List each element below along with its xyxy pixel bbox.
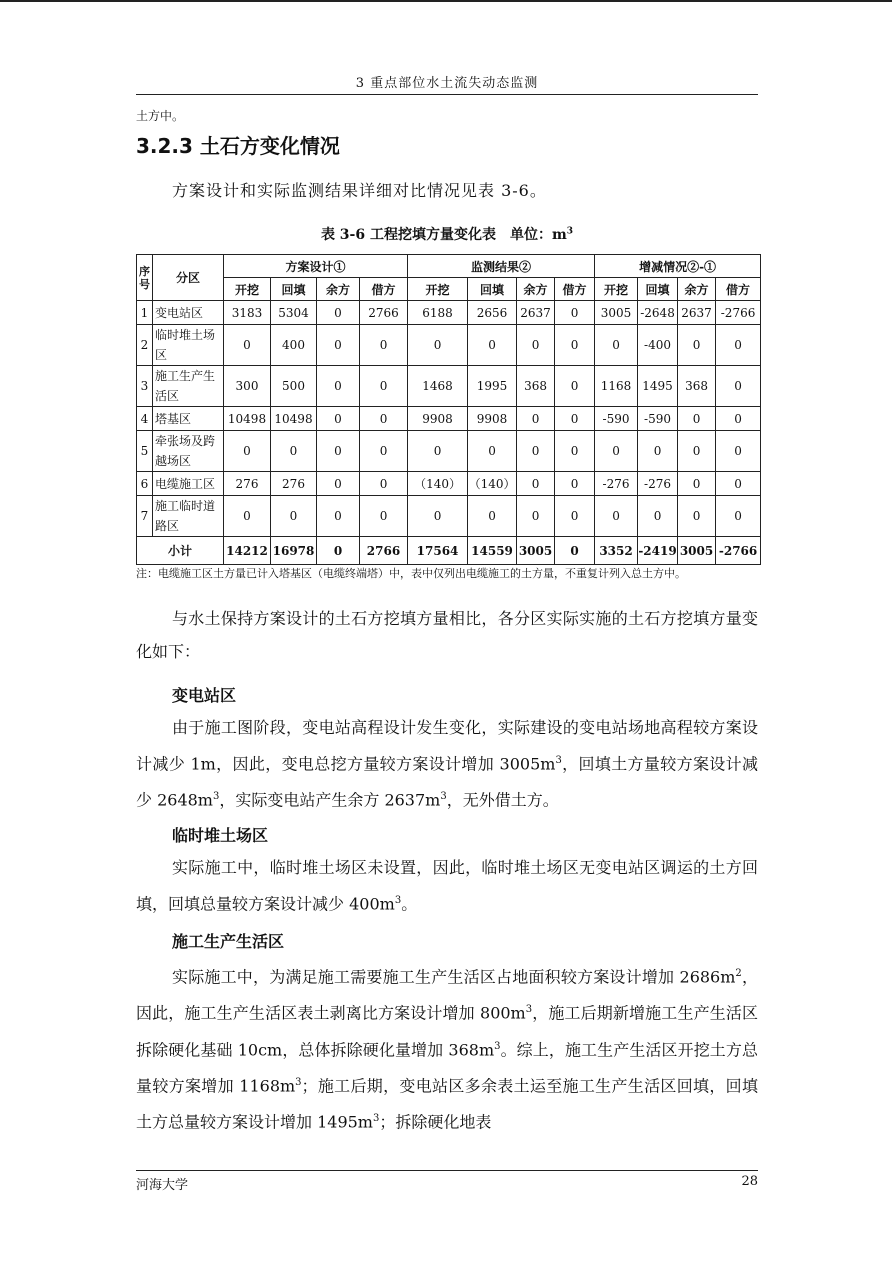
table-cell: 0 — [360, 325, 408, 366]
table-cell: 0 — [678, 472, 716, 496]
temp-soil-paragraph — [136, 851, 758, 920]
footer-institution: 河海大学 — [136, 1178, 189, 1193]
table-cell: 0 — [638, 496, 678, 537]
table-cell: （140） — [408, 472, 468, 496]
table-cell: 0 — [271, 496, 317, 537]
construction-part-1: 实际施工中，为满足施工需要施工生产生活区占地面积较方案设计增加 2686m — [172, 967, 736, 987]
table-cell: 0 — [360, 431, 408, 472]
table-cell: 0 — [317, 472, 360, 496]
table-cell: 10498 — [271, 407, 317, 431]
total-cell: 0 — [555, 537, 595, 565]
total-cell: 16978 — [271, 537, 317, 565]
total-cell: 17564 — [408, 537, 468, 565]
sub-header-cell: 开挖 — [408, 278, 468, 301]
table-cell: -2766 — [716, 301, 761, 325]
table-cell: 276 — [224, 472, 271, 496]
table-cell: 0 — [360, 366, 408, 407]
table-cell: 1995 — [468, 366, 517, 407]
table-cell: 5304 — [271, 301, 317, 325]
section-heading: 3.2.3 土石方变化情况 — [136, 134, 340, 158]
row-area: 电缆施工区 — [153, 472, 224, 496]
total-cell: 3005 — [678, 537, 716, 565]
table-cell: 1468 — [408, 366, 468, 407]
table-cell: 0 — [360, 472, 408, 496]
construction-part-5: ；施工后期，变电站区多余表土运至施工生产生活区回填，回填土方总量较方案设计增加 1495m — [136, 1076, 758, 1132]
table-cell: 0 — [468, 496, 517, 537]
table-cell: 0 — [678, 431, 716, 472]
col-area: 分区 — [153, 255, 224, 301]
table-cell: -276 — [595, 472, 638, 496]
total-cell: 0 — [317, 537, 360, 565]
table-cell: 368 — [678, 366, 716, 407]
table-cell: 6188 — [408, 301, 468, 325]
sub-header-cell: 余方 — [517, 278, 555, 301]
table-cell: 0 — [317, 366, 360, 407]
row-area: 施工生产生活区 — [153, 366, 224, 407]
row-area: 变电站区 — [153, 301, 224, 325]
sub-header-cell: 借方 — [360, 278, 408, 301]
table-cell: 0 — [555, 496, 595, 537]
sup-3: 3 — [394, 895, 402, 906]
sub-header-cell: 回填 — [638, 278, 678, 301]
row-seq: 6 — [137, 472, 153, 496]
sup-3: 3 — [440, 791, 447, 803]
table-cell: 276 — [271, 472, 317, 496]
total-row — [137, 537, 761, 565]
table-cell: 0 — [317, 301, 360, 325]
page-number: 28 — [741, 1174, 758, 1189]
table-cell: 0 — [638, 431, 678, 472]
table-row — [137, 431, 761, 472]
sup-3: 3 — [295, 1076, 302, 1088]
table-cell: 0 — [517, 407, 555, 431]
group-change: 增减情况②-① — [595, 255, 761, 278]
row-area: 塔基区 — [153, 407, 224, 431]
row-seq: 5 — [137, 431, 153, 472]
total-cell: 3005 — [517, 537, 555, 565]
table-cell: 0 — [555, 325, 595, 366]
table-cell: 0 — [595, 325, 638, 366]
sub-header-cell: 借方 — [555, 278, 595, 301]
table-cell: 2766 — [360, 301, 408, 325]
table-header-row-2 — [137, 278, 761, 301]
comparison-paragraph — [136, 602, 758, 668]
sup-3: 3 — [372, 1113, 380, 1125]
sub-header-cell: 借方 — [716, 278, 761, 301]
construction-part-4: 。综上，施工生产生活区开挖土方总量较方案增加 1168m — [136, 1039, 758, 1096]
table-cell: 0 — [317, 407, 360, 431]
sub-header-cell: 余方 — [317, 278, 360, 301]
table-cell: 300 — [224, 366, 271, 407]
total-label: 小计 — [137, 537, 224, 565]
table-cell: 0 — [555, 431, 595, 472]
table-cell: 0 — [360, 496, 408, 537]
running-header: 3 重点部位水土流失动态监测 — [355, 76, 539, 91]
table-cell: -590 — [638, 407, 678, 431]
total-cell: -2419 — [638, 537, 678, 565]
table-cell: 0 — [716, 366, 761, 407]
header-rule — [136, 94, 758, 95]
total-cell: 3352 — [595, 537, 638, 565]
row-area: 临时堆土场区 — [153, 325, 224, 366]
table-cell: 3183 — [224, 301, 271, 325]
table-cell: 368 — [517, 366, 555, 407]
table-cell: -2648 — [638, 301, 678, 325]
table-cell: 0 — [716, 325, 761, 366]
table-cell: 0 — [716, 407, 761, 431]
table-cell: 400 — [271, 325, 317, 366]
table-cell: 0 — [317, 496, 360, 537]
construction-part-6: ；拆除硬化地表 — [379, 1112, 492, 1132]
row-area: 施工临时道路区 — [153, 496, 224, 537]
total-cell: 14212 — [224, 537, 271, 565]
substation-part-3: ，实际变电站产生余方 2637m — [219, 790, 441, 810]
row-area: 牵张场及跨越场区 — [153, 431, 224, 472]
table-caption-text: 表 3-6 工程挖填方量变化表 单位：m — [320, 227, 567, 243]
table-cell: 0 — [517, 431, 555, 472]
table-cell: -276 — [638, 472, 678, 496]
table-row — [137, 366, 761, 407]
col-seq: 序号 — [137, 255, 153, 301]
subheading-construction: 施工生产生活区 — [172, 932, 285, 951]
table-cell: 0 — [678, 325, 716, 366]
footer-rule — [136, 1170, 758, 1171]
construction-part-2: ，因此，施工生产生活区表土剥离比方案设计增加 800m — [136, 967, 758, 1023]
table-cell: 0 — [468, 431, 517, 472]
substation-part-4: ，无外借土方。 — [446, 790, 559, 810]
table-caption-superscript: 3 — [566, 226, 574, 237]
table-cell: 0 — [468, 325, 517, 366]
table-cell: 9908 — [408, 407, 468, 431]
table-row — [137, 301, 761, 325]
table-row — [137, 496, 761, 537]
carry-over-text: 土方中。 — [136, 109, 185, 123]
table-cell: 0 — [517, 472, 555, 496]
table-cell: 0 — [224, 431, 271, 472]
temp-soil-part-2: 。 — [401, 894, 418, 914]
table-caption — [136, 224, 758, 244]
table-cell: 0 — [678, 407, 716, 431]
earthwork-table — [136, 254, 761, 565]
table-cell: 0 — [408, 325, 468, 366]
construction-text — [136, 957, 758, 1139]
row-seq: 2 — [137, 325, 153, 366]
table-cell: 2637 — [678, 301, 716, 325]
sup-3: 3 — [555, 755, 562, 766]
substation-paragraph — [136, 711, 758, 817]
table-cell: 2637 — [517, 301, 555, 325]
table-cell: 0 — [555, 472, 595, 496]
sup-3: 3 — [525, 1004, 533, 1016]
comparison-text: 与水土保持方案设计的土石方挖填方量相比，各分区实际实施的土石方挖填方量变化如下： — [136, 609, 758, 661]
substation-part-2: ，回填土方量较方案设计减少 2648m — [136, 754, 758, 810]
sup-2: 2 — [735, 968, 742, 979]
table-cell: 0 — [360, 407, 408, 431]
sub-header-cell: 回填 — [468, 278, 517, 301]
sub-header-cell: 回填 — [271, 278, 317, 301]
top-edge-rule — [0, 0, 892, 2]
table-cell: 0 — [317, 431, 360, 472]
table-cell: 0 — [224, 325, 271, 366]
table-cell: 0 — [271, 431, 317, 472]
sub-header-cell: 开挖 — [224, 278, 271, 301]
temp-soil-text — [136, 851, 758, 920]
table-cell: 0 — [408, 431, 468, 472]
sup-3: 3 — [494, 1040, 501, 1052]
table-row — [137, 407, 761, 431]
substation-text — [136, 711, 758, 817]
table-cell: 1495 — [638, 366, 678, 407]
total-cell: -2766 — [716, 537, 761, 565]
table-cell: （140） — [468, 472, 517, 496]
total-cell: 14559 — [468, 537, 517, 565]
table-header-row-1 — [137, 255, 761, 278]
sub-header-cell: 开挖 — [595, 278, 638, 301]
table-cell: 0 — [317, 325, 360, 366]
table-cell: 1168 — [595, 366, 638, 407]
row-seq: 4 — [137, 407, 153, 431]
table-cell: 0 — [517, 496, 555, 537]
table-cell: 0 — [517, 325, 555, 366]
construction-paragraph — [136, 957, 758, 1139]
table-cell: 2656 — [468, 301, 517, 325]
table-note: 注：电缆施工区土方量已计入塔基区（电缆终端塔）中，表中仅列出电缆施工的土方量，不重复计列入总土方中。 — [136, 567, 686, 580]
construction-part-3: ，施工后期新增施工生产生活区拆除硬化基础 10cm，总体拆除硬化量增加 368m — [136, 1003, 758, 1059]
substation-part-1: 由于施工图阶段，变电站高程设计发生变化，实际建设的变电站场地高程较方案设计减少 1m，因此，变电总挖方量较方案设计增加 3005m — [136, 718, 758, 774]
subheading-substation: 变电站区 — [172, 686, 237, 705]
subheading-temp-soil: 临时堆土场区 — [172, 826, 269, 845]
intro-paragraph: 方案设计和实际监测结果详细对比情况见表 3-6。 — [172, 181, 547, 200]
table-cell: 10498 — [224, 407, 271, 431]
table-cell: 0 — [678, 496, 716, 537]
table-cell: 0 — [555, 301, 595, 325]
table-body — [137, 301, 761, 565]
table-cell: 0 — [595, 431, 638, 472]
sub-header-cell: 余方 — [678, 278, 716, 301]
table-cell: 0 — [408, 496, 468, 537]
table-cell: 9908 — [468, 407, 517, 431]
table-cell: 0 — [224, 496, 271, 537]
row-seq: 1 — [137, 301, 153, 325]
table-row — [137, 325, 761, 366]
group-monitoring: 监测结果② — [408, 255, 595, 278]
table-cell: 0 — [595, 496, 638, 537]
row-seq: 3 — [137, 366, 153, 407]
table-cell: -400 — [638, 325, 678, 366]
table-cell: -590 — [595, 407, 638, 431]
table-cell: 0 — [716, 431, 761, 472]
row-seq: 7 — [137, 496, 153, 537]
group-design: 方案设计① — [224, 255, 408, 278]
table-cell: 0 — [716, 496, 761, 537]
table-cell: 0 — [555, 366, 595, 407]
table-cell: 0 — [716, 472, 761, 496]
table-cell: 3005 — [595, 301, 638, 325]
total-cell: 2766 — [360, 537, 408, 565]
table-cell: 500 — [271, 366, 317, 407]
sup-3: 3 — [212, 791, 220, 803]
table-row — [137, 472, 761, 496]
temp-soil-part-1: 实际施工中，临时堆土场区未设置，因此，临时堆土场区无变电站区调运的土方回填，回填总量较方案设计减少 400m — [136, 858, 758, 914]
table-cell: 0 — [555, 407, 595, 431]
